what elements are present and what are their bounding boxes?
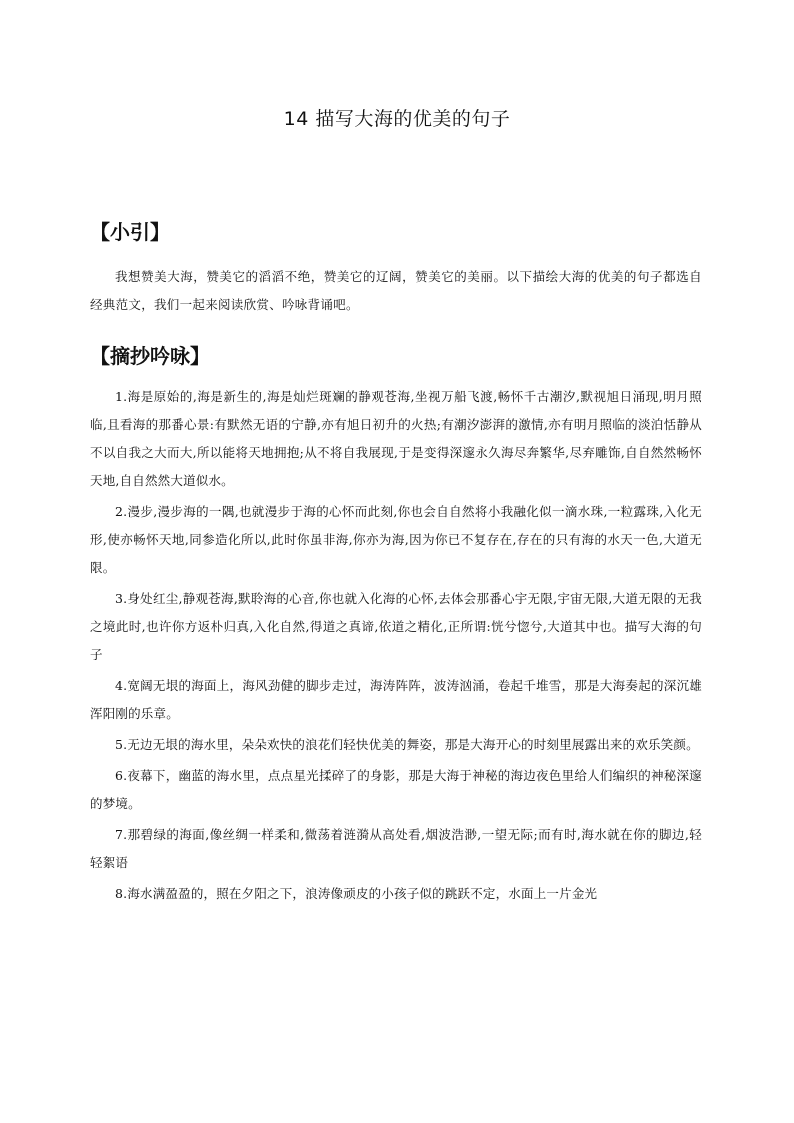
- excerpt-heading: 【摘抄吟咏】: [90, 344, 210, 368]
- page-title: 14 描写大海的优美的句子: [283, 108, 511, 130]
- intro-heading: 【小引】: [90, 220, 170, 244]
- excerpt-item: 2.漫步,漫步海的一隅,也就漫步于海的心怀而此刻,你也会自自然将小我融化似一滴水珠,一粒露珠,入化无形,使亦畅怀天地,同参造化所以,此时你虽非海,你亦为海,因为你已不复存在,存在的只有海的水天一色,大道无限。: [90, 504, 702, 575]
- excerpt-item: 8.海水满盈盈的，照在夕阳之下，浪涛像顽皮的小孩子似的跳跃不定，水面上一片金光: [115, 886, 598, 901]
- excerpt-item: 4.宽阔无垠的海面上，海风劲健的脚步走过，海涛阵阵，波涛汹涌，卷起千堆雪，那是大海奏起的深沉雄浑阳刚的乐章。: [90, 678, 702, 721]
- excerpt-item: 3.身处红尘,静观苍海,默聆海的心音,你也就入化海的心怀,去体会那番心宇无限,宇宙无限,大道无限的无我之境此时,也许你方返朴归真,入化自然,得道之真谛,依道之精化,正所谓:恍兮惚兮,大道其中也。描写大海的句子: [90, 591, 702, 662]
- excerpt-item: 7.那碧绿的海面,像丝绸一样柔和,微荡着涟漪从高处看,烟波浩渺,一望无际;而有时,海水就在你的脚边,轻轻絮语: [90, 827, 702, 870]
- intro-paragraph: 我想赞美大海，赞美它的滔滔不绝，赞美它的辽阔，赞美它的美丽。以下描绘大海的优美的句子都选自经典范文，我们一起来阅读欣赏、吟咏背诵吧。: [90, 269, 702, 312]
- excerpt-item: 1.海是原始的,海是新生的,海是灿烂斑斓的静观苍海,坐视万船飞渡,畅怀千古潮汐,默视旭日涌现,明月照临,且看海的那番心景:有默然无语的宁静,亦有旭日初升的火热;有潮汐澎湃的激情,亦有明月照临的淡泊恬静从不以自我之大而大,所以能将天地拥抱;从不将自我展现,于是变得深邃永久海尽奔繁华,尽弃雕饰,自自然然畅怀天地,自自然然大道似水。: [90, 389, 702, 488]
- excerpt-item: 5.无边无垠的海水里，朵朵欢快的浪花们轻快优美的舞姿，那是大海开心的时刻里展露出来的欢乐笑颜。: [115, 737, 699, 752]
- excerpt-item: 6.夜幕下，幽蓝的海水里，点点星光揉碎了的身影，那是大海于神秘的海边夜色里给人们编织的神秘深邃的梦境。: [90, 768, 702, 811]
- excerpt-list: [90, 383, 702, 911]
